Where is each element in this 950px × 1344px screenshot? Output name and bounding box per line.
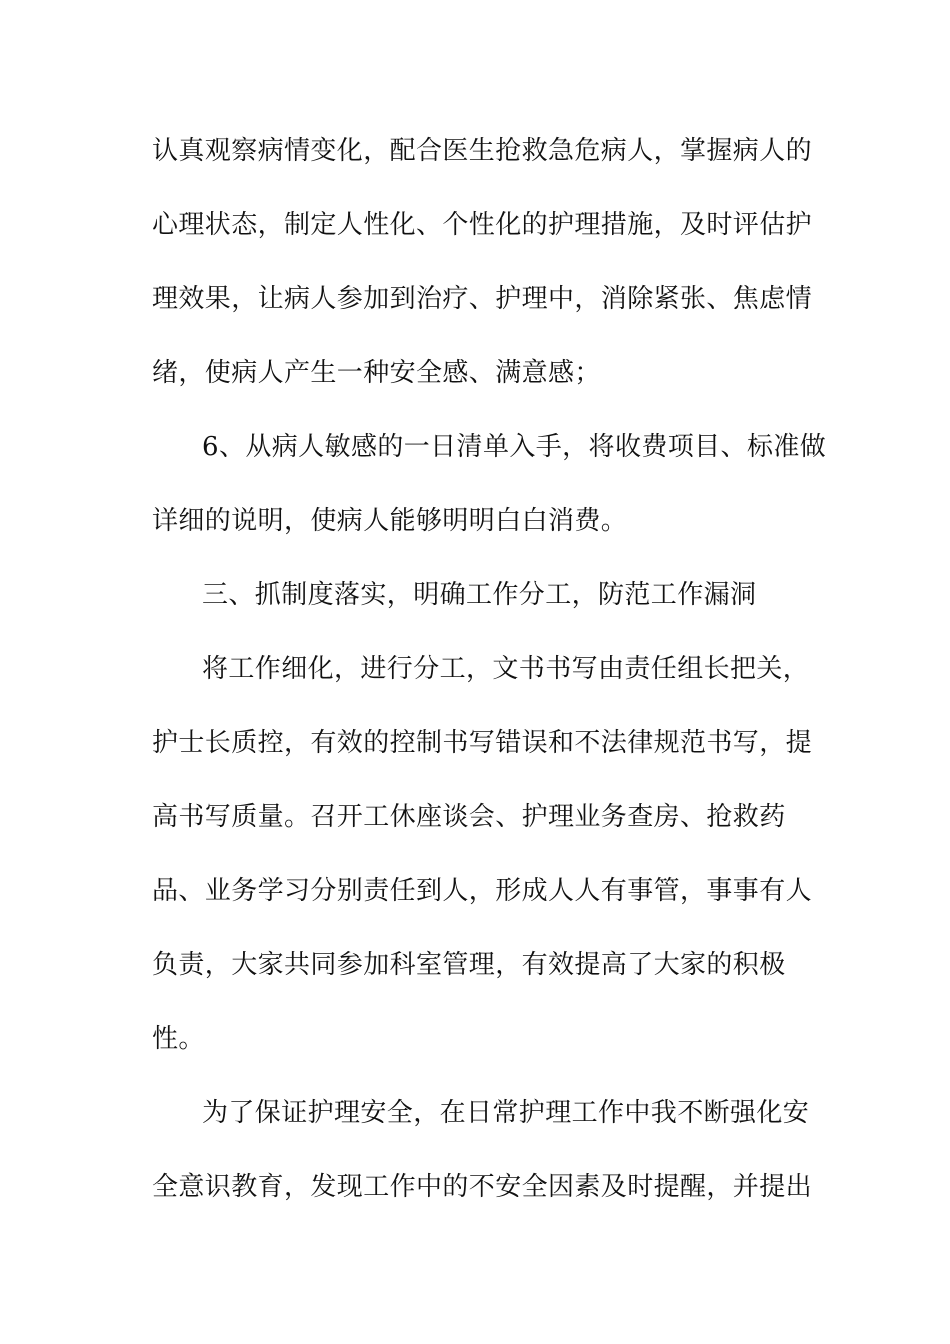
paragraph-start-line: 6、从病人敏感的一日清单入手，将收费项目、标准做 [202, 432, 827, 462]
text-line: 品、业务学习分别责任到人，形成人人有事管，事事有人 [152, 876, 813, 906]
text-line: 性。 [152, 1024, 205, 1054]
text-line: 详细的说明，使病人能够明明白白消费。 [152, 506, 628, 536]
text-line: 负责，大家共同参加科室管理，有效提高了大家的积极 [152, 950, 786, 980]
paragraph-start-line: 为了保证护理安全，在日常护理工作中我不断强化安 [202, 1098, 810, 1128]
text-line: 护士长质控，有效的控制书写错误和不法律规范书写，提 [152, 728, 813, 758]
text-line: 认真观察病情变化，配合医生抢救急危病人，掌握病人的 [152, 136, 813, 166]
text-line: 高书写质量。召开工休座谈会、护理业务查房、抢救药 [152, 802, 786, 832]
text-line: 心理状态，制定人性化、个性化的护理措施，及时评估护 [152, 210, 813, 240]
paragraph-start-line: 将工作细化，进行分工，文书书写由责任组长把关， [202, 654, 810, 684]
section-heading: 三、抓制度落实，明确工作分工，防范工作漏洞 [202, 580, 757, 610]
text-line: 全意识教育，发现工作中的不安全因素及时提醒，并提出 [152, 1172, 813, 1202]
text-line: 绪，使病人产生一种安全感、满意感； [152, 358, 601, 388]
text-line: 理效果，让病人参加到治疗、护理中，消除紧张、焦虑情 [152, 284, 813, 314]
